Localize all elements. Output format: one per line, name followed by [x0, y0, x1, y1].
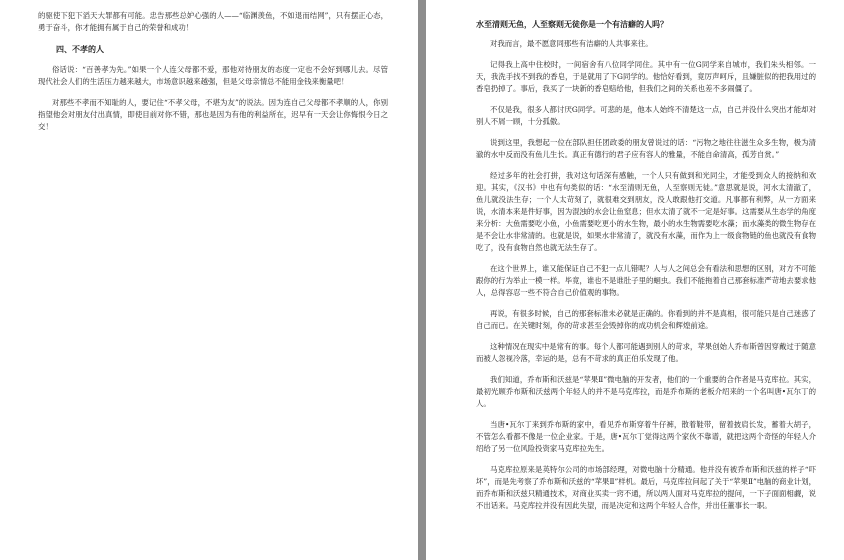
paragraph: 的驱使下犯下滔天大罪都有可能。忠告那些总妒心强的人——“临渊羡鱼，不如退而结网”，只有摆正心态，勇于奋斗，你才能拥有属于自己的荣誉和成功！	[38, 11, 388, 32]
paragraph: 在这个世界上，谁又能保证自己不犯一点儿错呢？人与人之间总会有看法和思想的区别，对方不可能跟你的行为举止一模一样。毕竟，谁也不是谁肚子里的蛔虫。我们不能拖着自己那套标准严苛地去要求他人，总得容忍一些不符合自己价值观的事物。	[476, 264, 816, 297]
right-page	[426, 0, 844, 560]
paragraph: 我们知道，乔布斯和沃兹是“苹果Ⅱ”微电脑的开发者，他们的一个重要的合作者是马克库拉。其实，最初光顾乔布斯和沃兹两个年轻人的并不是马克库拉，而是乔布斯的老板介绍来的一个名叫唐•瓦尔丁的人。	[476, 375, 816, 408]
paragraph: 不仅是我，很多人都讨厌G同学。可悲的是，他本人始终不清楚这一点，自己并没什么突出才能却对别人不屑一顾，十分孤傲。	[476, 105, 816, 126]
paragraph: 当唐•瓦尔丁来到乔布斯的家中，看见乔布斯穿着牛仔裤，散着鞋带，留着披肩长发，蓄着大胡子，不管怎么看都不像是一位企业家。于是，唐•瓦尔丁觉得这两个家伙不靠谱，就把这两个奇怪的年轻人介绍给了另一位风险投资家马克库拉先生。	[476, 420, 816, 453]
section-heading: 四、不孝的人	[56, 44, 104, 54]
paragraph: 再说，有很多时候，自己的那套标准未必就是正确的。你看到的并不是真相，很可能只是自己迷惑了自己而已。在关键时刻，你的苛求甚至会毁掉你的成功机会和辉煌前途。	[476, 309, 816, 330]
page-divider	[418, 0, 426, 560]
paragraph: 经过多年的社会打拼，我对这句话深有感触，一个人只有做到和光同尘，才能受到众人的接纳和欢迎。其实，《汉书》中也有句类似的话：“水至清则无鱼，人至察则无徒。”意思就是说，河水太清澈了，鱼儿就没法生存；一个人太苛刻了，就很难交到朋友，没人敢跟他打交道。凡事都有利弊，从一方面来说，水清本来是件好事，因为混浊的水会让鱼窒息；但水太清了就不一定是好事。这需要从生态学的角度来分析：大鱼需要吃小鱼，小鱼需要吃更小的水生物，最小的水生物需要吃水藻；而水藻类的微生物存在是不会让水非常清的。也就是说，如果水非常清了，就没有水藻，而作为上一级食物链的鱼也就没有食物吃了，没有食物自然也就无法生存了。	[476, 171, 816, 252]
paragraph: 对那些不孝而不知耻的人，要记住“不孝父母，不堪为友”的说法。因为连自己父母都不孝顺的人，你别指望他会对朋友付出真情，即使目前对你不错，那也是因为有他的利益所在，迟早有一天会让你悔恨今日之交！	[38, 98, 388, 131]
paragraph: 俗话说：“百善孝为先。”如果一个人连父母都不爱，那他对待朋友的态度一定也不会好到哪儿去。尽管现代社会人们的生活压力越来越大，市场意识越来越强，但是父母亲情总不能用金钱来衡量吧！	[38, 65, 388, 86]
paragraph: 对我而言，最不愿意同那些有洁癖的人共事来往。	[490, 39, 653, 48]
article-title: 水至清则无鱼，人至察则无徒你是一个有洁癖的人吗？	[476, 19, 668, 29]
paragraph: 马克库拉原来是英特尔公司的市场部经理，对微电脑十分精通。他并没有被乔布斯和沃兹的样子“吓坏”，而是先考察了乔布斯和沃兹的“苹果Ⅱ”样机。最后，马克库拉问起了关于“苹果Ⅱ”电脑的商业计划，而乔布斯和沃兹只精通技术，对商业买卖一窍不通，所以两人面对马克库拉的提问，一下子面面相觑，说不出话来。马克库拉并没有因此失望，而是决定和这两个年轻人合作，并出任董事长一职。	[476, 465, 816, 510]
paragraph: 说到这里，我想起一位在部队担任团政委的朋友曾说过的话：“污物之地往往滋生众多生物，极为清澈的水中反而没有鱼儿生长。真正有德行的君子应有容人的雅量，不能自命清高，孤芳自赏。”	[476, 138, 816, 159]
left-page	[0, 0, 418, 560]
paragraph: 这种情况在现实中是常有的事。每个人都可能遇到别人的苛求，苹果创始人乔布斯曾因穿戴过于随意而被人忽视冷落，幸运的是，总有不苛求的真正伯乐发现了他。	[476, 342, 816, 363]
paragraph: 记得我上高中住校时，一间宿舍有八位同学同住。其中有一位G同学来自城市，我们朱头相邻。一天，我洗手找不到我的香皂，于是就用了下G同学的。他恰好看到，竟厉声呵斥，且嫌脏似的把我用过的香皂扔掉了。事后，我买了一块新的香皂赔给他，但我们之间的关系也差不多闹僵了。	[476, 60, 816, 93]
